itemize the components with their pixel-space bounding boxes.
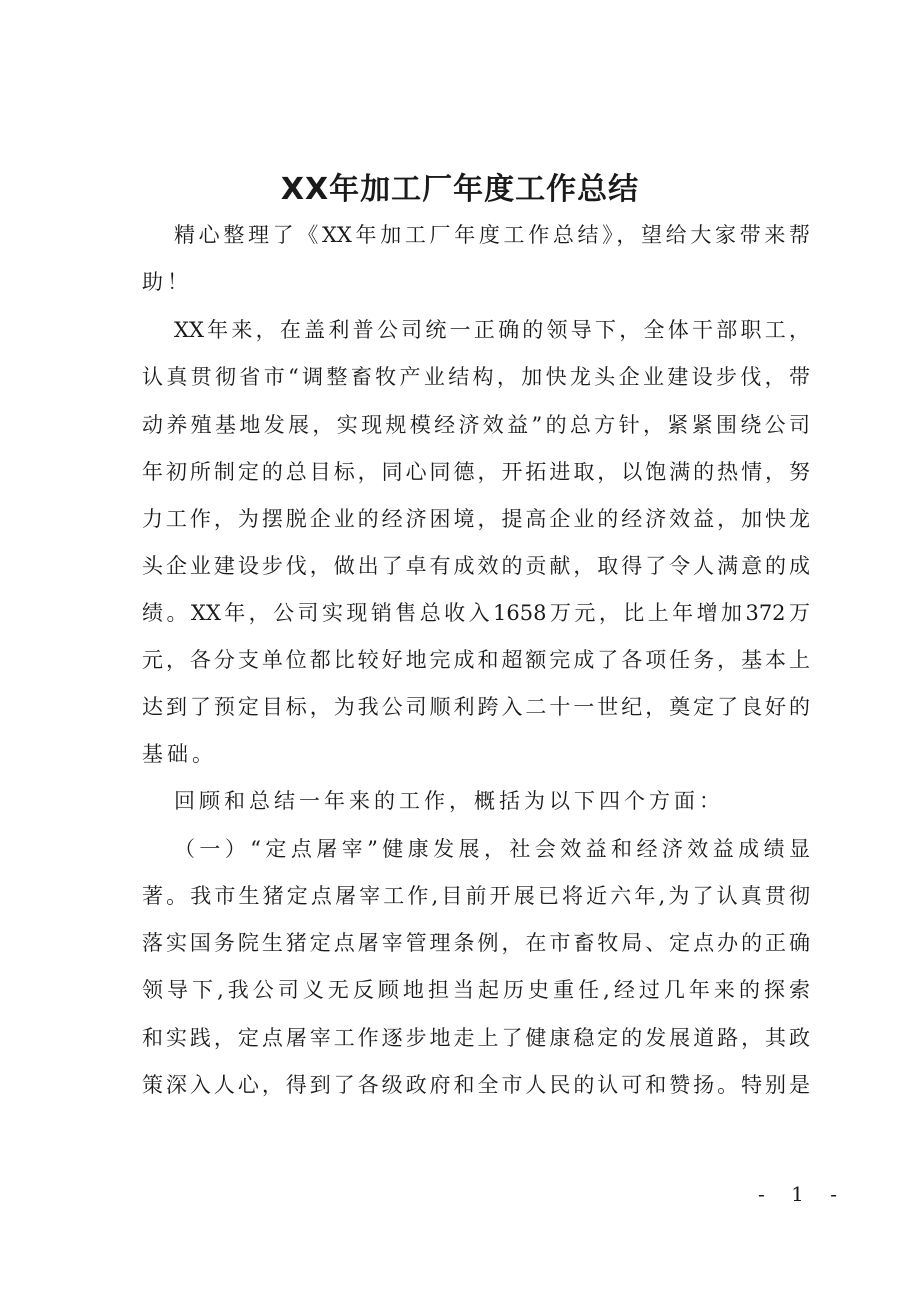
paragraph-line: 达到了预定目标，为我公司顺利跨入二十一世纪，奠定了良好的 — [142, 695, 810, 719]
paragraph-line: （一）“定点屠宰”健康发展，社会效益和经济效益成绩显 — [174, 837, 810, 861]
paragraph-line: 年初所制定的总目标，同心同德，开拓进取，以饱满的热情，努 — [142, 460, 810, 484]
paragraph-line: 策深入人心，得到了各级政府和全市人民的认可和赞扬。特别是 — [142, 1073, 810, 1097]
paragraph-line: 认真贯彻省市“调整畜牧产业结构，加快龙头企业建设步伐，带 — [142, 365, 810, 389]
paragraph-line: 元，各分支单位都比较好地完成和超额完成了各项任务，基本上 — [142, 648, 810, 672]
paragraph-line: 回顾和总结一年来的工作，概括为以下四个方面： — [174, 789, 724, 813]
paragraph-line: 精心整理了《XX年加工厂年度工作总结》，望给大家带来帮 — [174, 223, 810, 247]
paragraph-line: 落实国务院生猪定点屠宰管理条例，在市畜牧局、定点办的正确 — [142, 931, 810, 955]
paragraph-line: 力工作，为摆脱企业的经济困境，提高企业的经济效益，加快龙 — [142, 507, 810, 531]
paragraph-line: XX年来，在盖利普公司统一正确的领导下，全体干部职工， — [174, 318, 810, 342]
paragraph-line: 头企业建设步伐，做出了卓有成效的贡献，取得了令人满意的成 — [142, 554, 810, 578]
paragraph-line: 绩。XX年，公司实现销售总收入1658万元，比上年增加372万 — [142, 601, 810, 625]
paragraph-line: 动养殖基地发展，实现规模经济效益”的总方针，紧紧围绕公司 — [142, 413, 810, 437]
paragraph-line: 基础。 — [142, 742, 217, 766]
paragraph-line: 和实践，定点屠宰工作逐步地走上了健康稳定的发展道路，其政 — [142, 1026, 810, 1050]
paragraph-line: 助！ — [142, 270, 192, 294]
paragraph-line: 领导下,我公司义无反顾地担当起历史重任,经过几年来的探索 — [142, 978, 810, 1002]
paragraph-line: 著。我市生猪定点屠宰工作,目前开展已将近六年,为了认真贯彻 — [142, 884, 810, 908]
page-number: - 1 - — [758, 1182, 847, 1206]
document-title: XX年加工厂年度工作总结 — [280, 172, 640, 207]
